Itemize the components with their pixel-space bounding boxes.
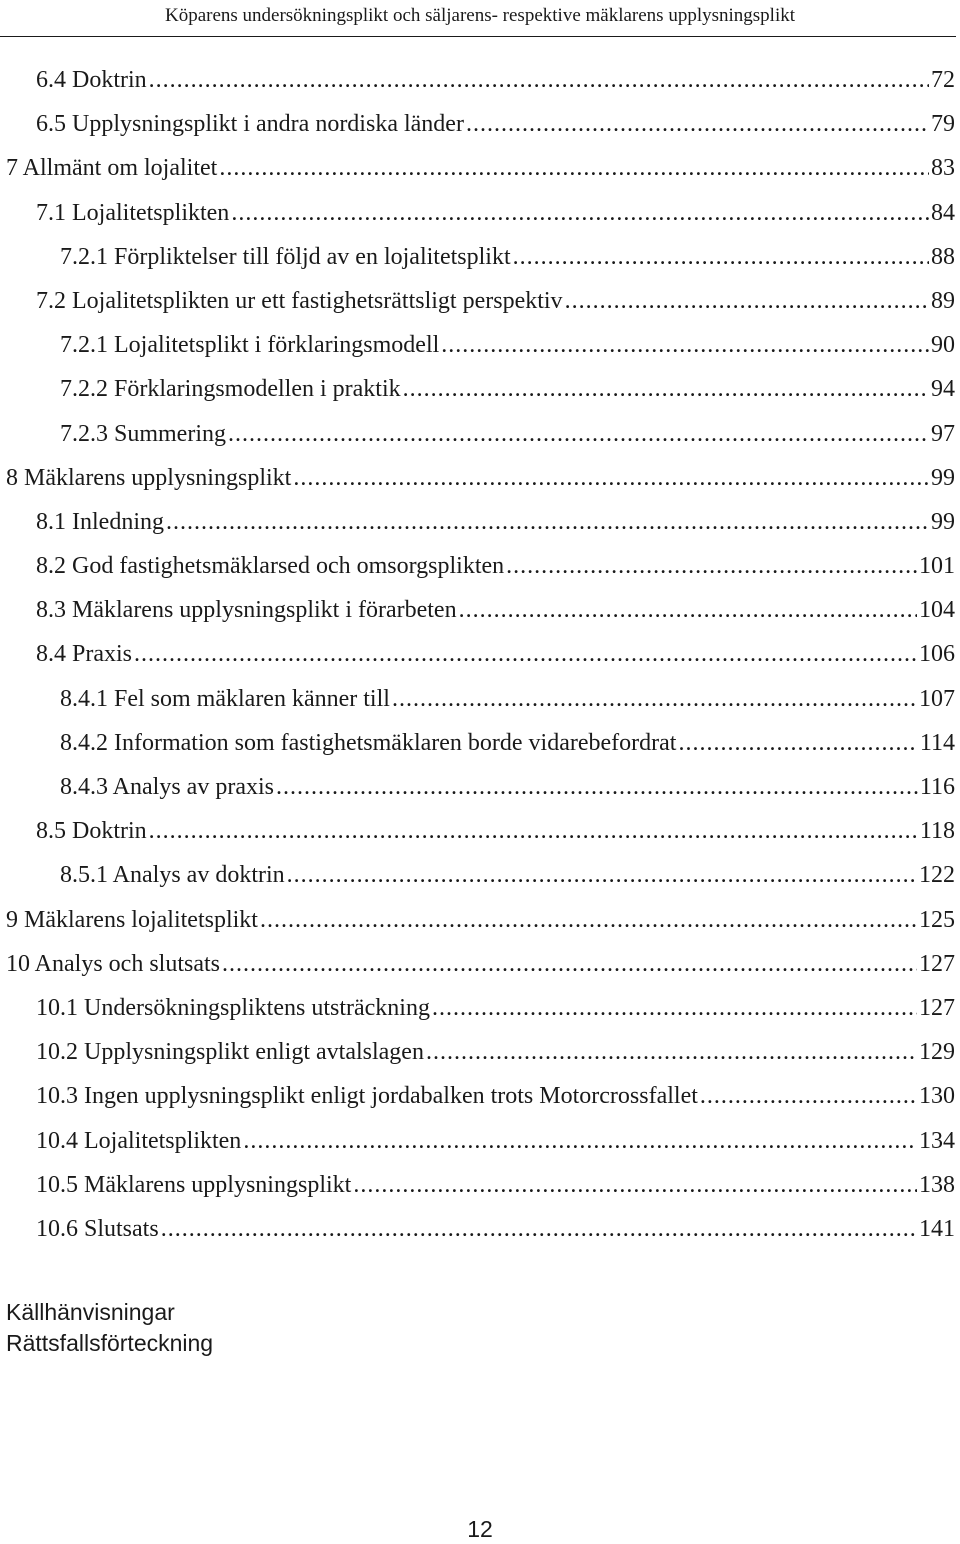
toc-entry-page: 90 — [931, 332, 955, 359]
toc-entry-page: 141 — [919, 1215, 955, 1242]
table-of-contents — [0, 58, 955, 1251]
toc-entry-page: 122 — [919, 862, 955, 889]
toc-entry — [0, 1030, 955, 1074]
toc-entry — [0, 58, 955, 102]
toc-entry-title: 10.4 Lojalitetsplikten — [36, 1127, 242, 1154]
toc-entry-title: 8.2 God fastighetsmäklarsed och omsorgsplikten — [36, 553, 505, 580]
toc-dot-leader — [513, 235, 929, 279]
toc-entry-page: 88 — [931, 243, 955, 270]
toc-entry-page: 130 — [919, 1083, 955, 1110]
toc-entry — [0, 632, 955, 676]
header-rule — [0, 36, 956, 37]
toc-entry — [0, 677, 955, 721]
toc-entry-page: 127 — [919, 950, 955, 977]
toc-entry-title: 8.5 Doktrin — [36, 818, 147, 845]
toc-dot-leader — [432, 986, 917, 1030]
toc-entry-title: 8.4.2 Information som fastighetsmäklaren borde vidarebefordrat — [60, 729, 677, 756]
toc-entry — [0, 942, 955, 986]
toc-entry-title: 10.6 Slutsats — [36, 1215, 159, 1242]
toc-entry-page: 99 — [931, 508, 955, 535]
toc-entry-page: 125 — [919, 906, 955, 933]
toc-entry-page: 104 — [919, 597, 955, 624]
toc-dot-leader — [426, 1030, 917, 1074]
toc-entry — [0, 809, 955, 853]
toc-entry-page: 129 — [919, 1039, 955, 1066]
toc-dot-leader — [565, 279, 929, 323]
toc-entry-title: 8 Mäklarens upplysningsplikt — [6, 464, 292, 491]
running-header: Köparens undersökningsplikt och säljarens- respektive mäklarens upplysningsplikt — [164, 5, 796, 26]
toc-entry-page: 84 — [931, 199, 955, 226]
toc-dot-leader — [149, 58, 929, 102]
toc-dot-leader — [293, 456, 929, 500]
toc-entry-title: 7.2 Lojalitetsplikten ur ett fastighetsrättsligt perspektiv — [36, 287, 563, 314]
toc-entry-page: 99 — [931, 464, 955, 491]
toc-entry — [0, 456, 955, 500]
toc-dot-leader — [161, 1207, 917, 1251]
toc-entry-title: 8.4.1 Fel som mäklaren känner till — [60, 685, 390, 712]
toc-entry-title: 6.4 Doktrin — [36, 67, 147, 93]
toc-entry — [0, 367, 955, 411]
page-number: 12 — [467, 1516, 493, 1542]
toc-dot-leader — [260, 898, 917, 942]
toc-entry-page: 106 — [919, 641, 955, 668]
toc-entry — [0, 146, 955, 190]
toc-dot-leader — [219, 146, 929, 190]
toc-dot-leader — [459, 588, 917, 632]
toc-dot-leader — [466, 102, 929, 146]
toc-entry-page: 127 — [919, 994, 955, 1021]
toc-dot-leader — [228, 412, 929, 456]
toc-entry — [0, 102, 955, 146]
back-matter-item-rattsfallsforteckning: Rättsfallsförteckning — [6, 1330, 214, 1356]
toc-dot-leader — [506, 544, 917, 588]
toc-entry-page: 79 — [931, 111, 955, 138]
toc-dot-leader — [392, 677, 917, 721]
toc-entry — [0, 412, 955, 456]
toc-entry — [0, 279, 955, 323]
toc-entry — [0, 853, 955, 897]
toc-entry-title: 8.4 Praxis — [36, 641, 132, 668]
toc-entry-title: 8.5.1 Analys av doktrin — [60, 862, 285, 889]
toc-entry — [0, 1207, 955, 1251]
toc-dot-leader — [700, 1074, 917, 1118]
toc-entry-page: 114 — [919, 729, 955, 756]
toc-entry-page: 83 — [931, 155, 955, 182]
toc-entry-title: 7.2.1 Förpliktelser till följd av en lojalitetsplikt — [60, 243, 511, 270]
toc-entry-title: 8.3 Mäklarens upplysningsplikt i förarbeten — [36, 597, 457, 624]
toc-entry-title: 8.4.3 Analys av praxis — [60, 774, 274, 800]
toc-entry-title: 8.1 Inledning — [36, 508, 164, 535]
toc-dot-leader — [353, 1163, 917, 1207]
toc-dot-leader — [222, 942, 917, 986]
toc-entry — [0, 1074, 955, 1118]
toc-entry — [0, 588, 955, 632]
toc-entry-title: 10 Analys och slutsats — [6, 950, 220, 977]
toc-entry-title: 9 Mäklarens lojalitetsplikt — [6, 906, 258, 933]
toc-entry-title: 7.2.3 Summering — [60, 420, 226, 447]
toc-entry-title: 10.1 Undersökningspliktens utsträckning — [36, 994, 430, 1021]
toc-entry — [0, 235, 955, 279]
toc-dot-leader — [276, 765, 918, 809]
toc-dot-leader — [287, 853, 917, 897]
back-matter-item-kallhanvisningar: Källhänvisningar — [6, 1299, 175, 1325]
toc-dot-leader — [403, 367, 929, 411]
toc-entry — [0, 721, 955, 765]
toc-dot-leader — [134, 632, 917, 676]
back-matter — [6, 1297, 213, 1359]
toc-entry-page: 107 — [919, 685, 955, 712]
toc-entry — [0, 323, 955, 367]
toc-entry-page: 97 — [931, 420, 955, 447]
toc-entry — [0, 986, 955, 1030]
toc-entry — [0, 500, 955, 544]
toc-entry-page: 94 — [931, 376, 955, 403]
toc-entry-page: 89 — [931, 287, 955, 314]
toc-dot-leader — [678, 721, 917, 765]
toc-entry-title: 10.5 Mäklarens upplysningsplikt — [36, 1171, 352, 1198]
toc-entry-title: 7.2.2 Förklaringsmodellen i praktik — [60, 376, 401, 403]
toc-dot-leader — [166, 500, 929, 544]
toc-entry-page: 116 — [919, 774, 955, 800]
toc-entry-title: 6.5 Upplysningsplikt i andra nordiska länder — [36, 111, 464, 138]
toc-entry-title: 7 Allmänt om lojalitet — [6, 155, 218, 182]
toc-entry — [0, 1119, 955, 1163]
toc-entry-title: 10.2 Upplysningsplikt enligt avtalslagen — [36, 1039, 424, 1066]
toc-entry-title: 7.2.1 Lojalitetsplikt i förklaringsmodell — [60, 332, 440, 359]
toc-entry — [0, 898, 955, 942]
toc-entry-page: 138 — [919, 1171, 955, 1198]
toc-entry-title: 7.1 Lojalitetsplikten — [36, 199, 230, 226]
toc-entry-page: 118 — [919, 818, 955, 845]
toc-entry — [0, 765, 955, 809]
toc-dot-leader — [231, 191, 929, 235]
toc-entry-page: 101 — [919, 553, 955, 580]
toc-dot-leader — [441, 323, 929, 367]
toc-entry — [0, 191, 955, 235]
toc-entry-page: 134 — [919, 1127, 955, 1154]
toc-entry-page: 72 — [931, 67, 955, 93]
toc-entry-title: 10.3 Ingen upplysningsplikt enligt jordabalken trots Motorcrossfallet — [36, 1083, 698, 1110]
toc-entry — [0, 1163, 955, 1207]
toc-dot-leader — [243, 1119, 917, 1163]
toc-entry — [0, 544, 955, 588]
toc-dot-leader — [149, 809, 918, 853]
